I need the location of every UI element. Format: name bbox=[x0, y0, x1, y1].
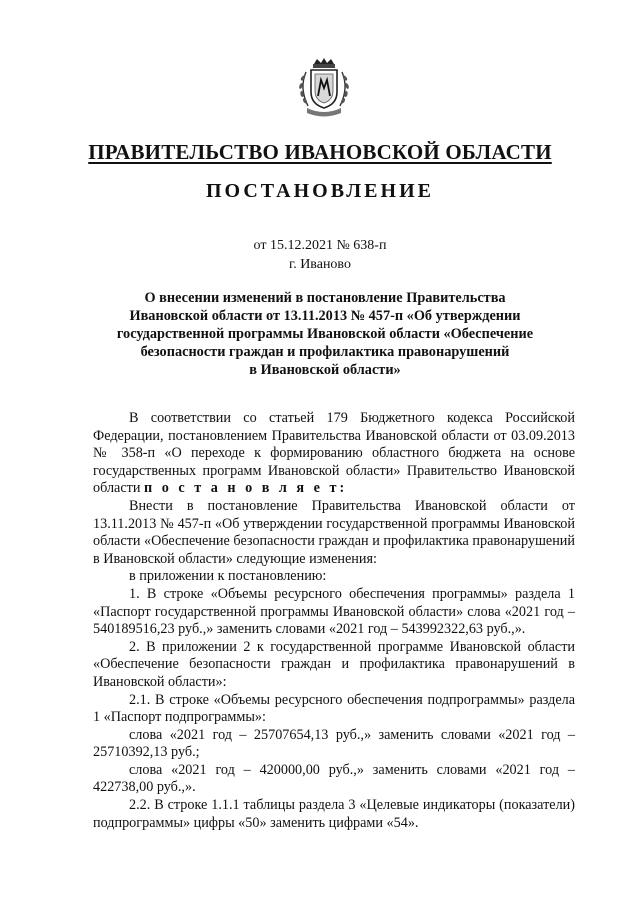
city: г. Иваново bbox=[289, 257, 351, 272]
title-line: в Ивановской области» bbox=[249, 362, 401, 378]
title-line: Ивановской области от 13.11.2013 № 457-п «Об утверждении bbox=[129, 308, 521, 324]
title-line: О внесении изменений в постановление Правительства bbox=[144, 290, 506, 306]
document-type: ПОСТАНОВЛЕНИЕ bbox=[206, 180, 434, 202]
body-paragraph: 2.1. В строке «Объемы ресурсного обеспечения подпрограммы» раздела 1 «Паспорт подпрограммы»: bbox=[93, 691, 575, 726]
preamble-text: В соответствии со статьей 179 Бюджетного кодекса Российской Федерации, постановлением Правительства Ивановской области от 03.09.2013 № 358-п «О переходе к формированию областного бюджета на основе государственных программ Ивановской области» Правительство Ивановской области bbox=[93, 410, 575, 497]
body-paragraph: слова «2021 год – 25707654,13 руб.,» заменить словами «2021 год – 25710392,13 руб.; bbox=[93, 726, 575, 761]
document-title bbox=[100, 289, 550, 379]
preamble-paragraph bbox=[93, 410, 575, 498]
date-number: от 15.12.2021 № 638-п bbox=[253, 238, 387, 253]
organization-name: ПРАВИТЕЛЬСТВО ИВАНОВСКОЙ ОБЛАСТИ bbox=[88, 140, 552, 164]
resolves-word: п о с т а н о в л я е т: bbox=[143, 480, 348, 497]
body-paragraph: слова «2021 год – 420000,00 руб.,» заменить словами «2021 год – 422738,00 руб.,». bbox=[93, 761, 575, 796]
body-paragraph: 1. В строке «Объемы ресурсного обеспечения программы» раздела 1 «Паспорт государственной программы Ивановской области» слова «2021 год – 540189516,23 руб.,» заменить словами «2021 год – 543992322,63 руб.,». bbox=[93, 585, 575, 638]
body-paragraph: Внести в постановление Правительства Ивановской области от 13.11.2013 № 457-п «Об утверждении государственной программы Ивановской области «Обеспечение безопасности граждан и профилактика правонарушений в Ивановской области» следующие изменения: bbox=[93, 497, 575, 567]
coat-of-arms-icon bbox=[295, 58, 353, 120]
title-line: государственной программы Ивановской области «Обеспечение bbox=[116, 326, 534, 342]
document-meta bbox=[0, 236, 640, 274]
body-paragraph: 2.2. В строке 1.1.1 таблицы раздела 3 «Целевые индикаторы (показатели) подпрограммы» цифры «50» заменить цифрами «54». bbox=[93, 797, 575, 831]
document-body bbox=[93, 410, 575, 832]
title-line: безопасности граждан и профилактика правонарушений bbox=[140, 344, 510, 360]
body-paragraph: в приложении к постановлению: bbox=[129, 568, 327, 585]
body-paragraph: 2. В приложении 2 к государственной программе Ивановской области «Обеспечение безопасности граждан и профилактика правонарушений в Ивановской области»: bbox=[93, 638, 575, 690]
